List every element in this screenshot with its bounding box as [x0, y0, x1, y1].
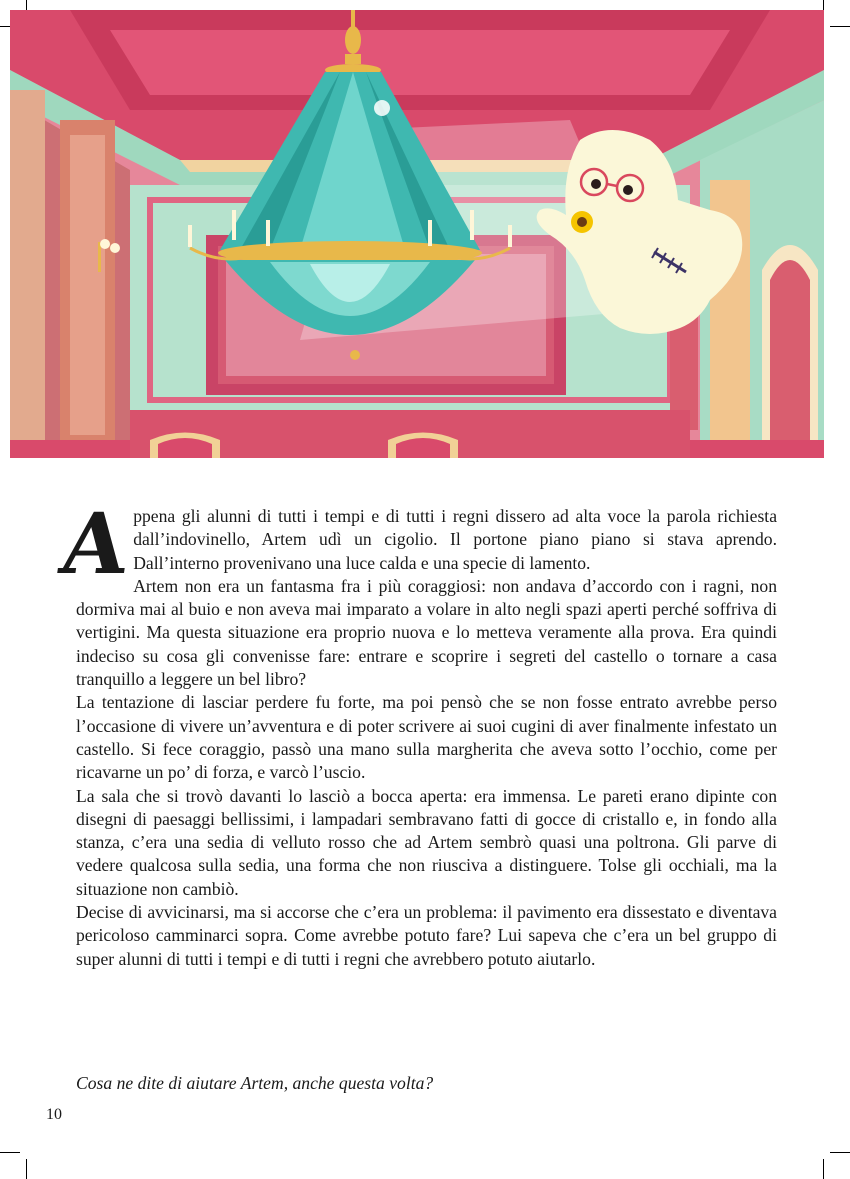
paragraph: La sala che si trovò davanti lo lasciò a bocca aperta: era immensa. Le pareti erano dipinte con disegni di paesaggi bellissimi, i lampadari sembravano fatti di gocce di cristallo e, in fondo alla stanza, c’era una sedia di velluto rosso che ad Artem sembrò quasi una poltrona. Gli parve di vedere qualcosa sulla sedia, una forma che non riusciva a distinguere. Tolse gli occhiali, ma la situazione non cambiò.	[76, 785, 777, 899]
first-paragraph	[55, 494, 777, 593]
castle-hall-illustration	[10, 10, 824, 458]
crop-mark	[830, 26, 850, 27]
crop-mark	[823, 1159, 824, 1179]
dropcap-letter: A	[55, 494, 135, 593]
page-number: 10	[46, 1106, 62, 1123]
story-text	[55, 494, 777, 971]
crop-mark	[830, 1152, 850, 1153]
paragraph-text: ppena gli alunni di tutti i tempi e di tutti i regni dissero ad alta voce la parola richiesta dall’indovinello, Artem udì un cigolio. Il portone piano piano si stava aprendo. Dall’interno provenivano una luce calda e una specie di lamento.	[133, 506, 777, 573]
paragraph: Decise di avvicinarsi, ma si accorse che c’era un problema: il pavimento era dissestato e diventava pericoloso camminarci sopra. Come avrebbe potuto fare? Lui sapeva che c’era un bel gruppo di super alunni di tutti i tempi e di tutti i regni che avrebbero potuto aiutarlo.	[76, 902, 777, 969]
paragraph: La tentazione di lasciar perdere fu forte, ma poi pensò che se non fosse entrato avrebbe perso l’occasione di vivere un’avventura e di poter scrivere ai suoi cugini di aver finalmente infestato un castello. Si fece coraggio, passò una mano sulla margherita che aveva sotto l’occhio, come per ricavarne un po’ di forza, e varcò l’uscio.	[76, 692, 777, 783]
paragraph: Artem non era un fantasma fra i più coraggiosi: non andava d’accordo con i ragni, non dormiva mai al buio e non aveva mai imparato a volare in alto negli spazi aperti perché soffriva di vertigini. Ma questa situazione era proprio nuova e lo metteva veramente alla prova. Era quindi indeciso su cosa gli convenisse fare: entrare e scoprire i segreti del castello o tornare a casa tranquillo a leggere un bel libro?	[76, 575, 777, 690]
crop-mark	[26, 1159, 27, 1179]
daisy-icon	[571, 211, 593, 233]
crop-mark	[0, 1152, 20, 1153]
closing-question: Cosa ne dite di aiutare Artem, anche questa volta?	[76, 1073, 434, 1093]
